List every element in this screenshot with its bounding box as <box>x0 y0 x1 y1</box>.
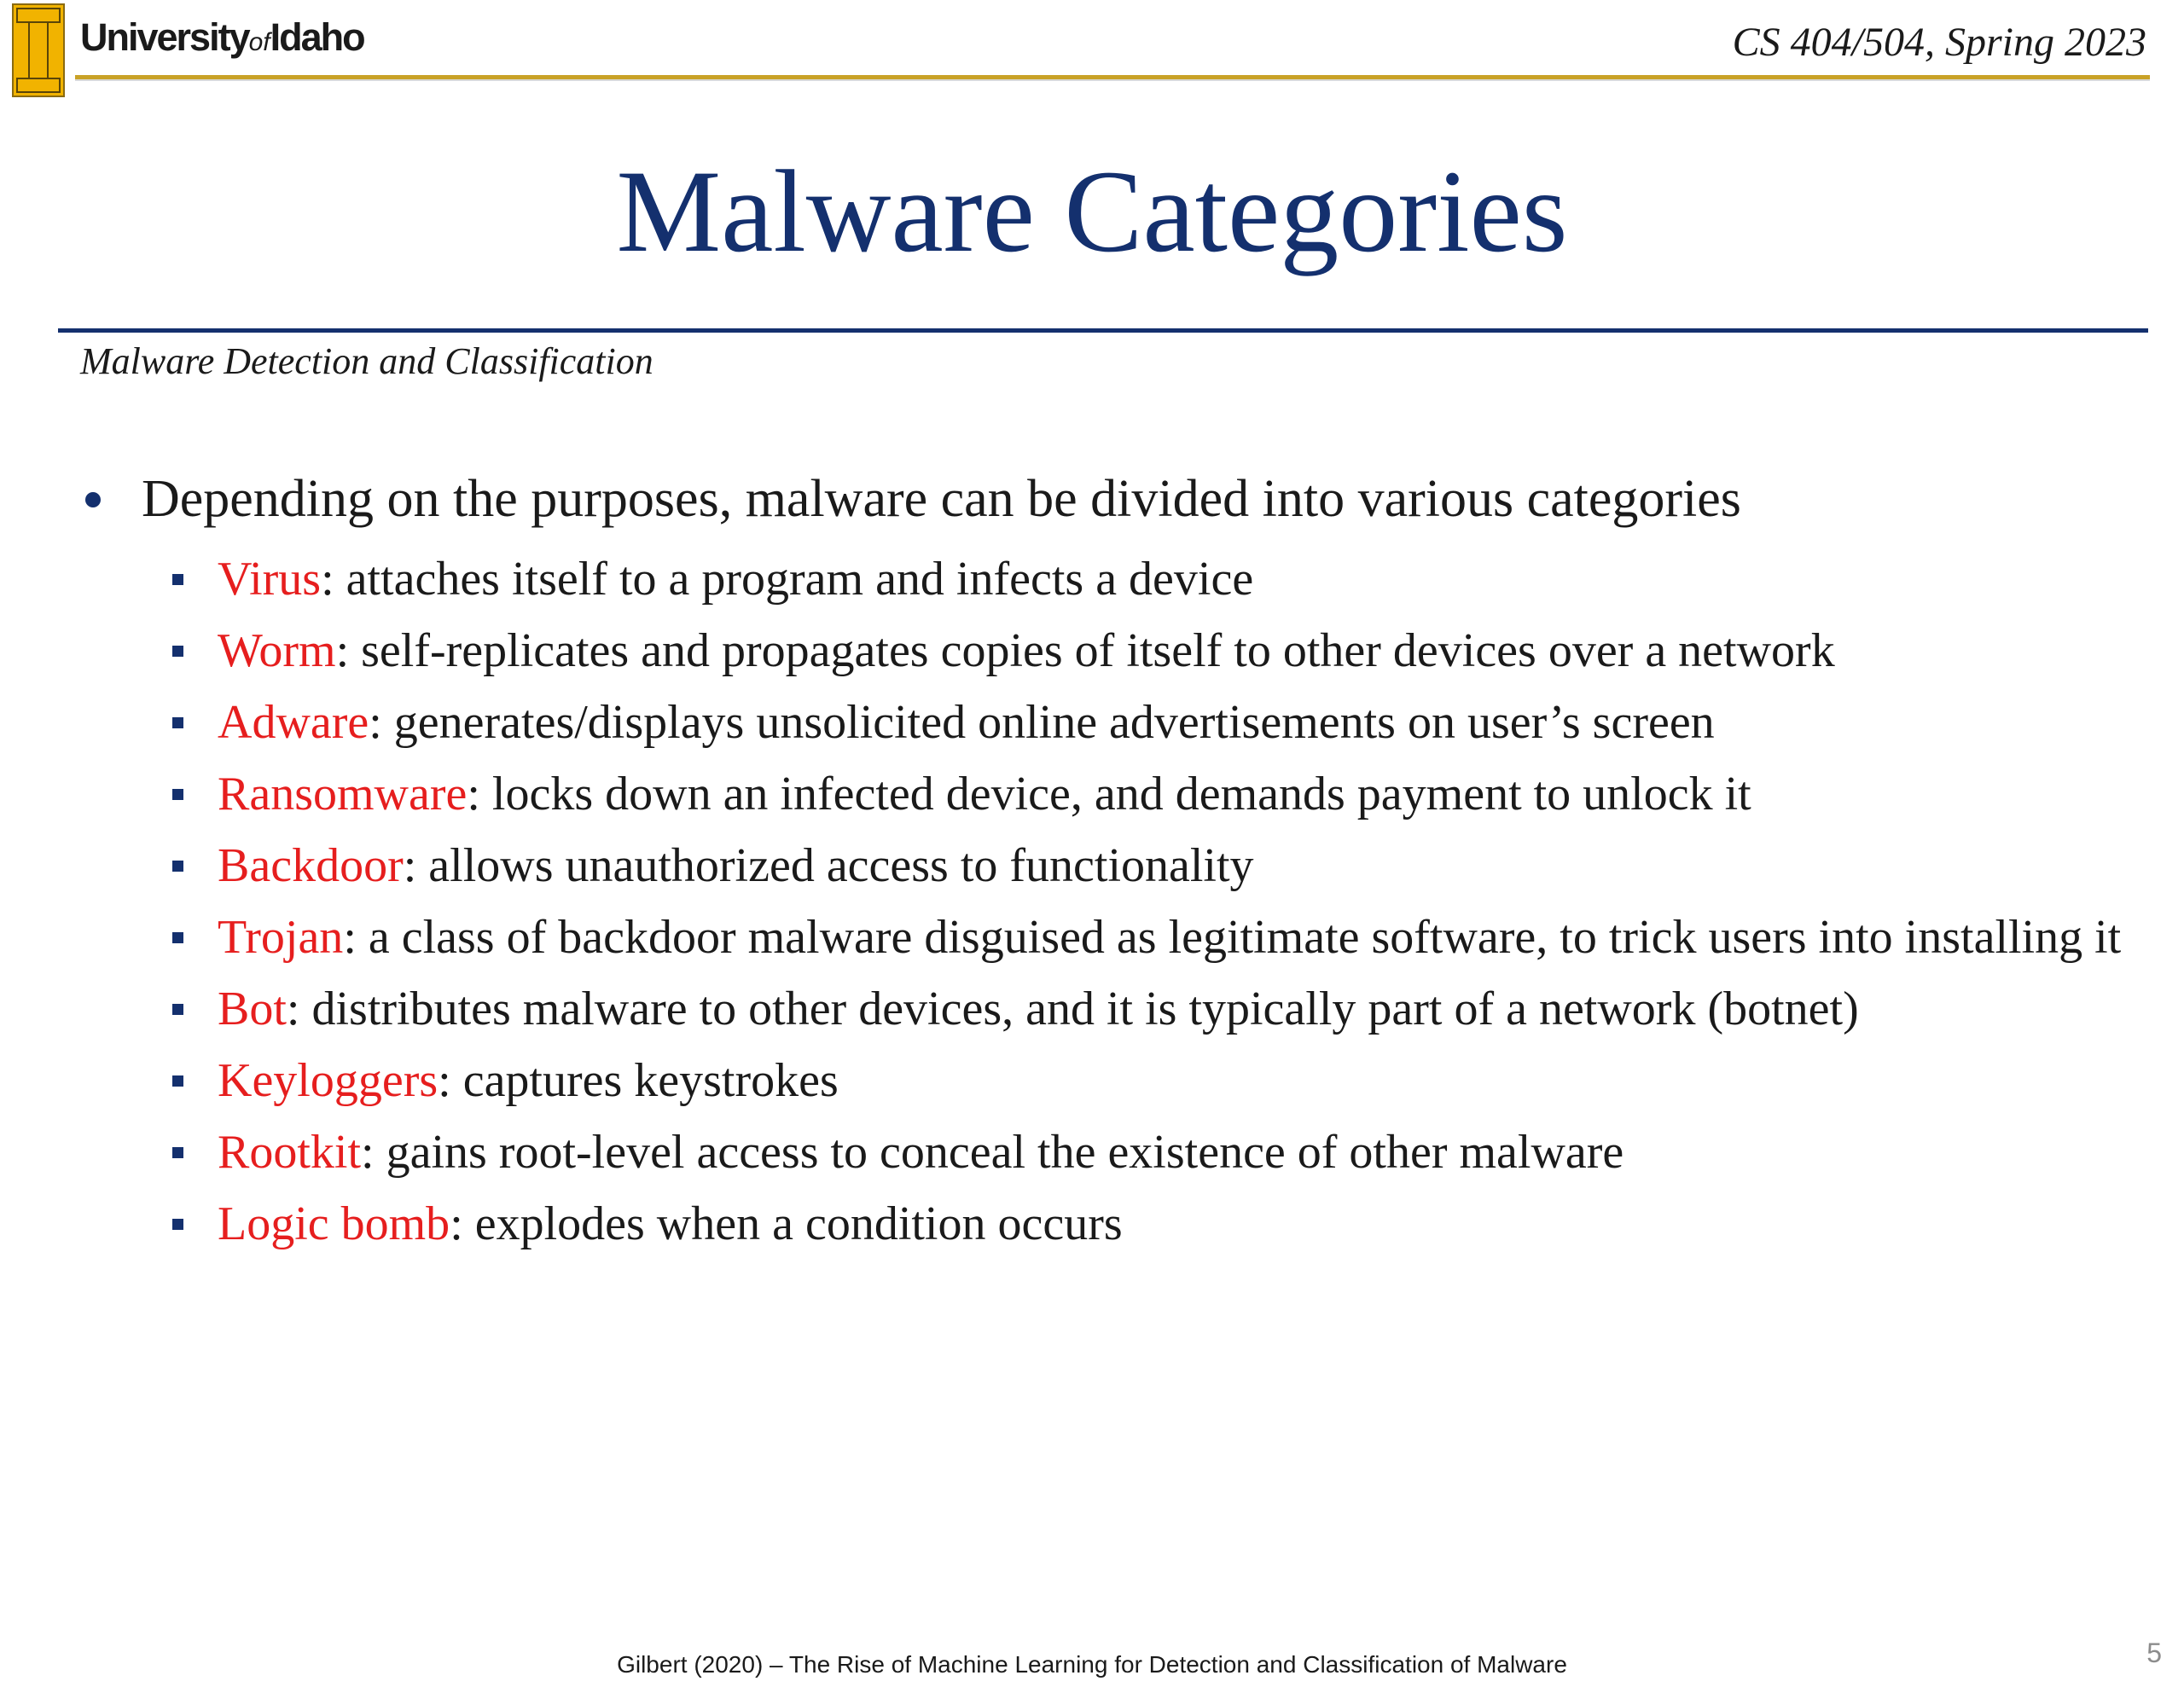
category-desc: : self-replicates and propagates copies of itself to other devices over a network <box>335 624 1835 677</box>
brand-prefix: University <box>80 15 249 59</box>
brand-suffix: Idaho <box>270 15 364 59</box>
list-item <box>0 620 2129 681</box>
list-item <box>0 978 2129 1040</box>
square-bullet-icon <box>172 717 183 728</box>
category-term: Virus <box>218 553 322 606</box>
square-bullet-icon <box>172 574 183 585</box>
list-item <box>0 1050 2129 1111</box>
square-bullet-icon <box>172 861 183 872</box>
category-desc: : generates/displays unsolicited online advertisements on user’s screen <box>369 696 1715 749</box>
list-item <box>0 692 2129 753</box>
category-list <box>0 548 2184 1265</box>
slide-subtitle: Malware Detection and Classification <box>80 340 653 382</box>
category-term: Keyloggers <box>218 1054 439 1107</box>
university-wordmark <box>80 12 364 63</box>
title-divider <box>58 328 2148 333</box>
category-desc: : captures keystrokes <box>438 1054 839 1107</box>
list-item <box>0 835 2129 896</box>
square-bullet-icon <box>172 1004 183 1015</box>
slide-title: Malware Categories <box>616 146 1568 276</box>
category-term: Rootkit <box>218 1126 362 1179</box>
square-bullet-icon <box>172 1075 183 1087</box>
category-desc: : allows unauthorized access to functionality <box>403 839 1254 892</box>
list-item <box>0 548 2129 610</box>
category-desc: : gains root-level access to conceal the existence of other malware <box>361 1126 1624 1179</box>
category-term: Backdoor <box>218 839 404 892</box>
category-term: Bot <box>218 983 287 1035</box>
category-term: Trojan <box>218 911 344 964</box>
brand-of: of <box>248 28 270 56</box>
square-bullet-icon <box>172 932 183 943</box>
bullet-dot-icon <box>85 492 101 507</box>
category-desc: : a class of backdoor malware disguised as legitimate software, to trick users into installing it <box>343 911 2122 964</box>
page-number: 5 <box>2146 1638 2162 1668</box>
citation-footer: Gilbert (2020) – The Rise of Machine Learning for Detection and Classification of Malware <box>617 1651 1567 1678</box>
university-logo-icon <box>12 3 65 97</box>
square-bullet-icon <box>172 646 183 657</box>
square-bullet-icon <box>172 1147 183 1158</box>
square-bullet-icon <box>172 789 183 800</box>
category-term: Worm <box>218 624 336 677</box>
course-label: CS 404/504, Spring 2023 <box>1732 20 2146 65</box>
category-term: Logic bomb <box>218 1197 450 1250</box>
category-term: Ransomware <box>218 768 468 820</box>
category-desc: : distributes malware to other devices, and it is typically part of a network (botnet) <box>286 983 1859 1035</box>
main-bullet-text: Depending on the purposes, malware can be divided into various categories <box>142 470 1741 528</box>
square-bullet-icon <box>172 1219 183 1230</box>
list-item <box>0 763 2129 825</box>
category-term: Adware <box>218 696 369 749</box>
list-item <box>0 1193 2129 1255</box>
list-item <box>0 907 2129 968</box>
category-desc: : attaches itself to a program and infects a device <box>321 553 1254 606</box>
category-desc: : explodes when a condition occurs <box>450 1197 1123 1250</box>
category-desc: : locks down an infected device, and demands payment to unlock it <box>467 768 1751 820</box>
list-item <box>0 1122 2129 1183</box>
header-divider-shadow <box>75 79 2150 81</box>
